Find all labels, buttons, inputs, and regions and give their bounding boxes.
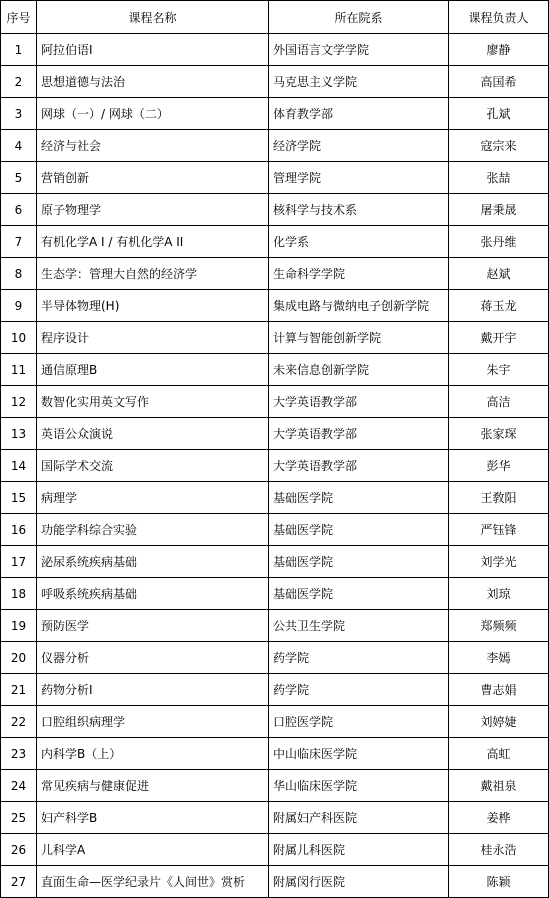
table-body	[1, 34, 549, 898]
table-row	[1, 322, 549, 354]
table-row	[1, 98, 549, 130]
table-row	[1, 418, 549, 450]
row-number: 2	[1, 66, 37, 98]
header-no: 序号	[1, 1, 37, 34]
table-row	[1, 738, 549, 770]
course-name: 程序设计	[37, 322, 269, 354]
table-row	[1, 802, 549, 834]
department-name: 生命科学学院	[269, 258, 449, 290]
row-number: 23	[1, 738, 37, 770]
header-course: 课程名称	[37, 1, 269, 34]
table-row	[1, 34, 549, 66]
row-number: 5	[1, 162, 37, 194]
department-name: 基础医学院	[269, 514, 449, 546]
course-lead: 姜桦	[449, 802, 549, 834]
course-lead: 戴祖泉	[449, 770, 549, 802]
department-name: 基础医学院	[269, 482, 449, 514]
course-lead: 彭华	[449, 450, 549, 482]
course-lead: 张喆	[449, 162, 549, 194]
row-number: 22	[1, 706, 37, 738]
course-lead: 张家琛	[449, 418, 549, 450]
table-row	[1, 610, 549, 642]
table-row	[1, 386, 549, 418]
course-name: 儿科学A	[37, 834, 269, 866]
header-row	[1, 1, 549, 34]
department-name: 核科学与技术系	[269, 194, 449, 226]
header-lead: 课程负责人	[449, 1, 549, 34]
row-number: 15	[1, 482, 37, 514]
course-name: 病理学	[37, 482, 269, 514]
table-row	[1, 706, 549, 738]
table-row	[1, 66, 549, 98]
course-name: 原子物理学	[37, 194, 269, 226]
row-number: 6	[1, 194, 37, 226]
row-number: 21	[1, 674, 37, 706]
row-number: 14	[1, 450, 37, 482]
course-lead: 戴开宇	[449, 322, 549, 354]
course-name: 网球（一）/ 网球（二）	[37, 98, 269, 130]
table-row	[1, 130, 549, 162]
course-lead: 桂永浩	[449, 834, 549, 866]
department-name: 附属儿科医院	[269, 834, 449, 866]
table-row	[1, 450, 549, 482]
course-name: 英语公众演说	[37, 418, 269, 450]
row-number: 20	[1, 642, 37, 674]
course-lead: 曹志娟	[449, 674, 549, 706]
course-name: 功能学科综合实验	[37, 514, 269, 546]
course-name: 营销创新	[37, 162, 269, 194]
table-row	[1, 290, 549, 322]
course-name: 内科学B（上）	[37, 738, 269, 770]
course-lead: 蒋玉龙	[449, 290, 549, 322]
course-lead: 屠秉晟	[449, 194, 549, 226]
course-lead: 赵斌	[449, 258, 549, 290]
course-lead: 王敎阳	[449, 482, 549, 514]
course-name: 经济与社会	[37, 130, 269, 162]
department-name: 管理学院	[269, 162, 449, 194]
course-lead: 刘学光	[449, 546, 549, 578]
row-number: 27	[1, 866, 37, 898]
department-name: 基础医学院	[269, 578, 449, 610]
course-name: 通信原理B	[37, 354, 269, 386]
row-number: 4	[1, 130, 37, 162]
row-number: 1	[1, 34, 37, 66]
row-number: 25	[1, 802, 37, 834]
row-number: 26	[1, 834, 37, 866]
department-name: 计算与智能创新学院	[269, 322, 449, 354]
header-department: 所在院系	[269, 1, 449, 34]
table-row	[1, 578, 549, 610]
department-name: 口腔医学院	[269, 706, 449, 738]
course-lead: 刘婷婕	[449, 706, 549, 738]
row-number: 17	[1, 546, 37, 578]
row-number: 24	[1, 770, 37, 802]
department-name: 大学英语教学部	[269, 450, 449, 482]
row-number: 11	[1, 354, 37, 386]
row-number: 19	[1, 610, 37, 642]
department-name: 中山临床医学院	[269, 738, 449, 770]
table-row	[1, 770, 549, 802]
table-row	[1, 514, 549, 546]
course-lead: 寇宗来	[449, 130, 549, 162]
department-name: 马克思主义学院	[269, 66, 449, 98]
course-name: 口腔组织病理学	[37, 706, 269, 738]
table-row	[1, 546, 549, 578]
course-name: 国际学术交流	[37, 450, 269, 482]
department-name: 附属闵行医院	[269, 866, 449, 898]
course-lead: 高虹	[449, 738, 549, 770]
table-row	[1, 834, 549, 866]
course-name: 妇产科学B	[37, 802, 269, 834]
table-row	[1, 258, 549, 290]
row-number: 18	[1, 578, 37, 610]
course-lead: 高国希	[449, 66, 549, 98]
course-name: 药物分析I	[37, 674, 269, 706]
table-row	[1, 354, 549, 386]
table-row	[1, 866, 549, 898]
course-name: 数智化实用英文写作	[37, 386, 269, 418]
course-lead: 高洁	[449, 386, 549, 418]
course-name: 阿拉伯语I	[37, 34, 269, 66]
department-name: 附属妇产科医院	[269, 802, 449, 834]
course-name: 呼吸系统疾病基础	[37, 578, 269, 610]
department-name: 体育教学部	[269, 98, 449, 130]
department-name: 华山临床医学院	[269, 770, 449, 802]
row-number: 8	[1, 258, 37, 290]
course-name: 预防医学	[37, 610, 269, 642]
table-row	[1, 482, 549, 514]
row-number: 16	[1, 514, 37, 546]
department-name: 经济学院	[269, 130, 449, 162]
course-name: 思想道德与法治	[37, 66, 269, 98]
department-name: 大学英语教学部	[269, 386, 449, 418]
table-row	[1, 194, 549, 226]
row-number: 7	[1, 226, 37, 258]
department-name: 未来信息创新学院	[269, 354, 449, 386]
course-lead: 严钰锋	[449, 514, 549, 546]
course-lead: 廖静	[449, 34, 549, 66]
course-name: 泌尿系统疾病基础	[37, 546, 269, 578]
table-row	[1, 162, 549, 194]
row-number: 10	[1, 322, 37, 354]
department-name: 化学系	[269, 226, 449, 258]
course-name: 有机化学A I / 有机化学A II	[37, 226, 269, 258]
course-lead: 刘琼	[449, 578, 549, 610]
course-lead: 陈颖	[449, 866, 549, 898]
department-name: 集成电路与微纳电子创新学院	[269, 290, 449, 322]
department-name: 药学院	[269, 674, 449, 706]
course-lead: 张丹维	[449, 226, 549, 258]
department-name: 基础医学院	[269, 546, 449, 578]
row-number: 9	[1, 290, 37, 322]
course-name: 半导体物理(H)	[37, 290, 269, 322]
department-name: 公共卫生学院	[269, 610, 449, 642]
department-name: 大学英语教学部	[269, 418, 449, 450]
course-name: 生态学：管理大自然的经济学	[37, 258, 269, 290]
course-lead: 李嫣	[449, 642, 549, 674]
table-row	[1, 674, 549, 706]
table-row	[1, 226, 549, 258]
course-name: 常见疾病与健康促进	[37, 770, 269, 802]
row-number: 13	[1, 418, 37, 450]
department-name: 药学院	[269, 642, 449, 674]
row-number: 12	[1, 386, 37, 418]
course-lead: 孔斌	[449, 98, 549, 130]
course-lead: 朱宇	[449, 354, 549, 386]
department-name: 外国语言文学学院	[269, 34, 449, 66]
table-row	[1, 642, 549, 674]
course-lead: 郑频频	[449, 610, 549, 642]
course-name: 仪器分析	[37, 642, 269, 674]
course-name: 直面生命—医学纪录片《人间世》赏析	[37, 866, 269, 898]
row-number: 3	[1, 98, 37, 130]
